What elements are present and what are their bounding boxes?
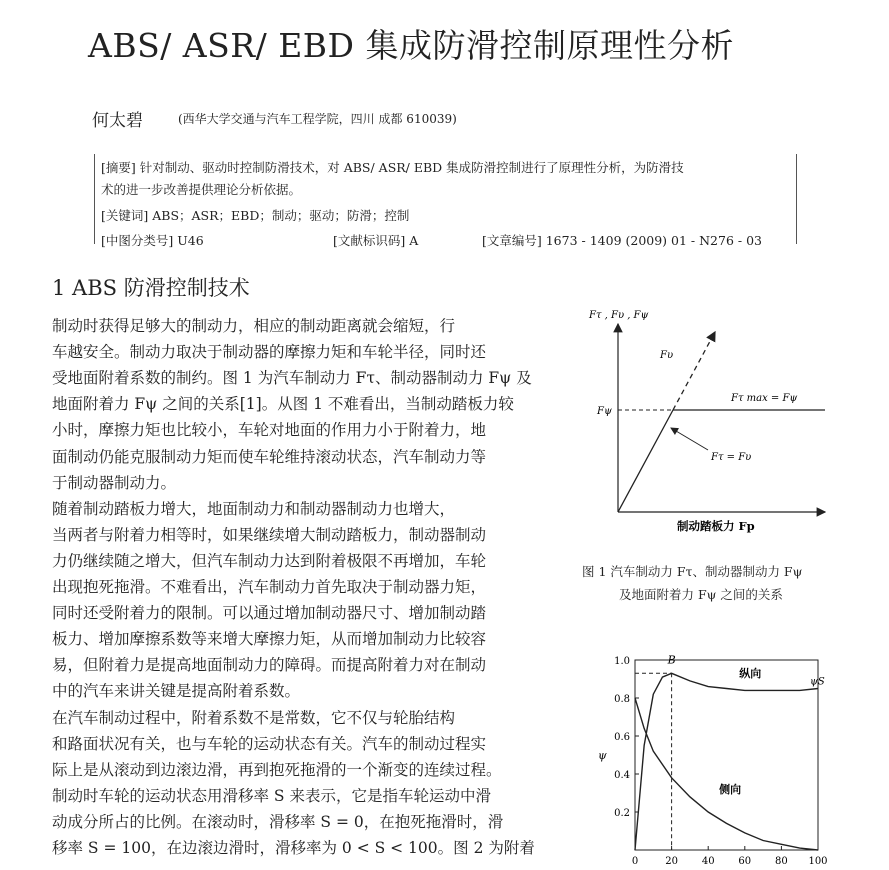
- abstract-left-rule: [94, 154, 95, 244]
- x-tick-label: 100: [808, 856, 828, 867]
- paper-title: ABS/ ASR/ EBD 集成防滑控制原理性分析: [88, 26, 734, 65]
- fig1-y-label: Fτ , Fυ , Fψ: [589, 310, 649, 321]
- abstract-line-2: 术的进一步改善提供理论分析依据。: [101, 182, 302, 197]
- fig1-caption-line-2: 及地面附着力 Fψ 之间的关系: [619, 587, 783, 602]
- body-line: 移率 S = 100，在边滚边滑时，滑移率为 0 < S < 100。图 2 为附着: [52, 839, 535, 857]
- x-tick-label: 80: [775, 856, 788, 867]
- fig1-fv-label: Fυ: [660, 350, 674, 361]
- clc-number: [中图分类号] U46: [101, 233, 204, 248]
- fig1-fpsi-label: Fψ: [597, 406, 612, 417]
- author-name: 何太碧: [92, 111, 143, 131]
- series-label-longitudinal: 纵向: [739, 667, 762, 681]
- body-line: 在汽车制动过程中，附着系数不是常数，它不仅与轮胎结构: [52, 708, 456, 727]
- fig1-caption-line-1: 图 1 汽车制动力 Fτ、制动器制动力 Fψ: [582, 564, 803, 579]
- body-line: 面制动仍能克服制动力矩而使车轮维持滚动状态，汽车制动力等: [52, 447, 487, 466]
- y-tick-label: 0.6: [614, 732, 630, 743]
- y-tick-label: 1.0: [614, 656, 630, 667]
- fig1-fmax-label: Fτ max = Fψ: [731, 393, 798, 404]
- body-line: 出现抱死拖滑。不难看出，汽车制动力首先取决于制动器力矩，: [52, 578, 487, 596]
- figure-2-chart: [585, 640, 845, 870]
- body-line: 同时还受附着力的限制。可以通过增加制动器尺寸、增加制动踏: [52, 604, 487, 623]
- y-tick-label: 0.8: [614, 694, 630, 705]
- body-line: 力仍继续随之增大，但汽车制动力达到附着极限不再增加，车轮: [52, 551, 487, 570]
- x-tick-label: 40: [701, 856, 715, 867]
- y-tick-label: 0.2: [614, 808, 630, 819]
- body-line: 随着制动踏板力增大，地面制动力和制动器制动力也增大，: [52, 499, 456, 518]
- x-tick-label: 60: [738, 856, 752, 867]
- body-line: 中的汽车来讲关键是提高附着系数。: [52, 682, 301, 701]
- y-tick-label: 0.4: [614, 770, 630, 781]
- body-line: 小时，摩擦力矩也比较小，车轮对地面的作用力小于附着力，地: [52, 421, 487, 440]
- keywords: [关键词] ABS；ASR；EBD；制动；驱动；防滑；控制: [101, 208, 410, 223]
- abstract-line-1: [摘要] 针对制动、驱动时控制防滑技术，对 ABS/ ASR/ EBD 集成防滑控制进行了原理性分析，为防滑技: [101, 160, 684, 175]
- fig1-feq-label: Fτ = Fυ: [711, 452, 752, 463]
- figure-1: [585, 300, 835, 550]
- author-affiliation: (西华大学交通与汽车工程学院，四川 成都 610039): [178, 112, 457, 126]
- body-line: 制动时车轮的运动状态用滑移率 S 来表示，它是指车轮运动中滑: [52, 786, 491, 805]
- document-code: [文献标识码] A: [333, 233, 419, 248]
- x-tick-label: 20: [665, 856, 678, 867]
- body-line: 受地面附着系数的制约。图 1 为汽车制动力 Fτ、制动器制动力 Fψ 及: [52, 369, 532, 388]
- peak-label: B: [667, 653, 676, 667]
- x-tick-label: 0: [631, 856, 639, 867]
- section-heading: 1 ABS 防滑控制技术: [52, 276, 250, 300]
- body-line: 动成分所占的比例。在滚动时，滑移率 S = 0，在抱死拖滑时，滑: [52, 812, 504, 831]
- abstract-right-rule: [796, 154, 797, 244]
- article-number: [文章编号] 1673 - 1409 (2009) 01 - N276 - 03: [482, 233, 762, 248]
- body-line: 地面附着力 Fψ 之间的关系[1]。从图 1 不难看出，当制动踏板力较: [52, 395, 514, 414]
- fig1-pointer-arrow: [671, 428, 708, 450]
- body-line: 制动时获得足够大的制动力，相应的制动距离就会缩短，行: [52, 317, 456, 335]
- body-line: 际上是从滚动到边滚边滑，再到抱死拖滑的一个渐变的连续过程。: [52, 760, 502, 779]
- fig1-fv-dashed-line: [673, 332, 715, 410]
- end-label: ψS: [810, 676, 825, 688]
- body-line: 车越安全。制动力取决于制动器的摩擦力矩和车轮半径，同时还: [52, 343, 487, 362]
- y-axis-label: ψ: [598, 749, 607, 762]
- body-line: 易，但附着力是提高地面制动力的障碍。而提高附着力对在制动: [52, 656, 487, 675]
- fig1-rise-line: [618, 410, 673, 512]
- body-line: 当两者与附着力相等时，如果继续增大制动踏板力，制动器制动: [52, 525, 487, 544]
- fig1-x-label: 制动踏板力 Fp: [677, 519, 755, 533]
- body-line: 和路面状况有关，也与车轮的运动状态有关。汽车的制动过程实: [52, 734, 487, 753]
- series-line-lateral: [635, 698, 818, 850]
- body-line: 板力、增加摩擦系数等来增大摩擦力矩，从而增加制动力比较容: [52, 630, 487, 649]
- series-label-lateral: 侧向: [719, 783, 742, 796]
- body-line: 于制动器制动力。: [52, 473, 177, 492]
